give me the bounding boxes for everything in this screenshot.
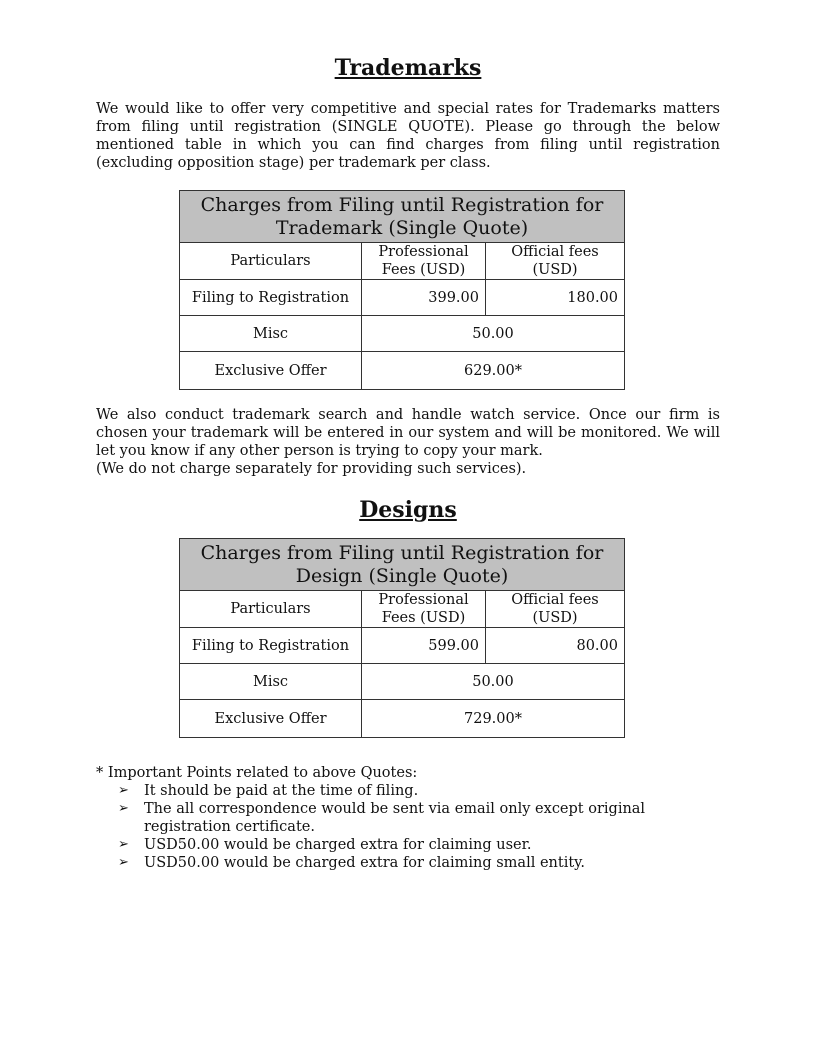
point-text: USD50.00 would be charged extra for claiming small entity. (144, 855, 586, 871)
list-item (96, 800, 736, 836)
design-col-particulars: Particulars (180, 591, 362, 628)
trademarks-heading: Trademarks (334, 55, 482, 81)
design-fee-table (179, 538, 625, 738)
point-text: The all correspondence would be sent via email only except original registration certificate. (144, 801, 646, 835)
design-row-offer-value: 729.00* (362, 700, 625, 738)
important-points (96, 764, 736, 872)
trademark-fee-table (179, 190, 625, 390)
point-text: It should be paid at the time of filing. (144, 783, 419, 799)
trademark-row-misc-value: 50.00 (362, 316, 625, 352)
trademark-row-offer-value: 629.00* (362, 352, 625, 390)
designs-heading: Designs (359, 497, 457, 523)
point-text: USD50.00 would be charged extra for claiming user. (144, 837, 532, 853)
trademark-col-official: Official fees (USD) (486, 243, 625, 280)
trademark-row-filing-label: Filing to Registration (180, 280, 362, 316)
trademark-col-particulars: Particulars (180, 243, 362, 280)
design-row-filing-label: Filing to Registration (180, 628, 362, 664)
arrow-bullet-icon: ➢ (118, 783, 129, 798)
list-item (96, 782, 736, 800)
design-row-misc-value: 50.00 (362, 664, 625, 700)
list-item (96, 854, 736, 872)
trademark-row-filing-official: 180.00 (486, 280, 625, 316)
trademark-service-note-line1: We also conduct trademark search and handle watch service. Once our firm is chosen your trademark will be entered in our system and will be monitored. We will let you know if any other person is trying to copy your mark. (96, 407, 720, 459)
design-col-professional: Professional Fees (USD) (362, 591, 486, 628)
trademark-col-professional: Professional Fees (USD) (362, 243, 486, 280)
design-row-misc-label: Misc (180, 664, 362, 700)
trademark-row-misc-label: Misc (180, 316, 362, 352)
design-row-filing-professional: 599.00 (362, 628, 486, 664)
list-item (96, 836, 736, 854)
design-table-caption: Charges from Filing until Registration for Design (Single Quote) (180, 539, 625, 591)
arrow-bullet-icon: ➢ (118, 801, 129, 816)
trademarks-intro (96, 100, 720, 172)
design-row-offer-label: Exclusive Offer (180, 700, 362, 738)
important-points-list (96, 782, 736, 872)
arrow-bullet-icon: ➢ (118, 855, 129, 870)
trademark-service-note-line2: (We do not charge separately for providing such services). (96, 461, 527, 477)
trademarks-intro-text: We would like to offer very competitive and special rates for Trademarks matters from filing until registration (SINGLE QUOTE). Please go through the below mentioned table in which you can find charges from filing until registration (excluding opposition stage) per trademark per class. (96, 101, 720, 171)
trademark-row-offer-label: Exclusive Offer (180, 352, 362, 390)
arrow-bullet-icon: ➢ (118, 837, 129, 852)
trademark-service-note (96, 406, 720, 478)
important-points-title: * Important Points related to above Quotes: (96, 765, 418, 781)
trademark-table-caption: Charges from Filing until Registration for Trademark (Single Quote) (180, 191, 625, 243)
trademark-row-filing-professional: 399.00 (362, 280, 486, 316)
design-col-official: Official fees (USD) (486, 591, 625, 628)
design-row-filing-official: 80.00 (486, 628, 625, 664)
